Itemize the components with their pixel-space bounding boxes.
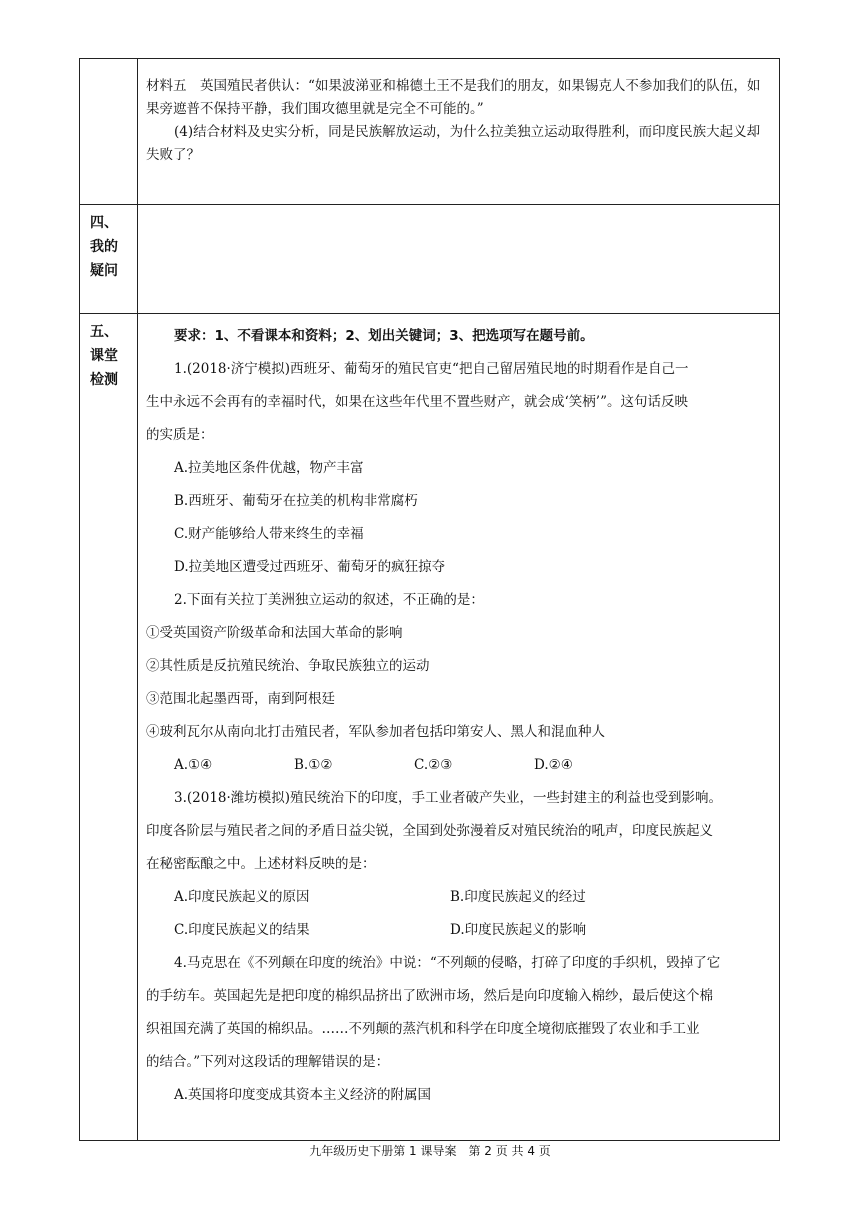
material-five: 材料五 英国殖民者供认：“如果波涕亚和棉德土王不是我们的朋友，如果锡克人不参加我们的队伍，如果旁遮普不保持平静，我们围攻德里就是完全不可能的。”: [146, 78, 761, 117]
q2-statement-3: ③范围北起墨西哥，南到阿根廷: [146, 691, 335, 707]
q1-option-c: C.财产能够给人带来终生的幸福: [174, 526, 364, 542]
q3-line-2: 印度各阶层与殖民者之间的矛盾日益尖锐，全国到处弥漫着反对殖民统治的吼声，印度民族起义: [146, 823, 713, 839]
q2-options: [146, 749, 765, 782]
q2-option-c: C.②③: [414, 757, 453, 773]
material-label-cell: [80, 59, 138, 204]
q2-statement-1: ①受英国资产阶级革命和法国大革命的影响: [146, 625, 403, 641]
q4-line-3: 织祖国充满了英国的棉织品。……不列颠的蒸汽机和科学在印度全境彻底摧毁了农业和手工业: [146, 1021, 700, 1037]
material-content-cell: [138, 59, 779, 204]
q4-option-a: A.英国将印度变成其资本主义经济的附属国: [174, 1087, 432, 1103]
q1-option-d: D.拉美地区遭受过西班牙、葡萄牙的疯狂掠夺: [174, 559, 446, 575]
q4-line-1: 4.马克思在《不列颠在印度的统治》中说：“不列颠的侵略，打碎了印度的手织机，毁掉了它: [174, 955, 721, 971]
q3-line-1: 3.(2018·潍坊模拟)殖民统治下的印度，手工业者破产失业，一些封建主的利益也受到影响。: [174, 790, 723, 806]
q2-statement-4: ④玻利瓦尔从南向北打击殖民者，军队参加者包括印第安人、黑人和混血种人: [146, 724, 605, 740]
material-row: [80, 59, 779, 204]
q1-line-3: 的实质是：: [146, 427, 214, 443]
q2-option-b: B.①②: [294, 757, 333, 773]
q1-line-2: 生中永远不会再有的幸福时代，如果在这些年代里不置些财产，就会成‘笑柄’”。这句话反映: [146, 394, 688, 410]
q1-option-a: A.拉美地区条件优越，物产丰富: [174, 460, 364, 476]
doubts-row: [80, 204, 779, 313]
test-content: [138, 314, 779, 1140]
q2-option-d: D.②④: [534, 757, 573, 773]
q3-option-c: C.印度民族起义的结果: [174, 922, 310, 938]
doubts-answer-area[interactable]: [138, 205, 779, 313]
question-4: (4)结合材料及史实分析，同是民族解放运动，为什么拉美独立运动取得胜利，而印度民族大起义却失败了？: [146, 124, 761, 163]
doubts-label: 四、 我的 疑问: [80, 205, 138, 313]
q3-option-d: D.印度民族起义的影响: [450, 922, 587, 938]
q2-stem: 2.下面有关拉丁美洲独立运动的叙述，不正确的是：: [174, 592, 484, 608]
worksheet-table: [79, 58, 780, 1141]
page-footer: 九年级历史下册第 1 课导案 第 2 页 共 4 页: [309, 1144, 551, 1158]
q4-line-4: 的结合。”下列对这段话的理解错误的是：: [146, 1054, 390, 1070]
q2-statement-2: ②其性质是反抗殖民统治、争取民族独立的运动: [146, 658, 430, 674]
q2-option-a: A.①④: [174, 757, 213, 773]
q3-line-3: 在秘密酝酿之中。上述材料反映的是：: [146, 856, 376, 872]
q1-line-1: 1.(2018·济宁模拟)西班牙、葡萄牙的殖民官吏“把自己留居殖民地的时期看作是自己一: [174, 361, 689, 377]
test-requirement: 要求：1、不看课本和资料；2、划出关键词；3、把选项写在题号前。: [174, 328, 594, 344]
q3-options-cd: [146, 914, 765, 947]
test-row: [80, 313, 779, 1140]
q3-options-ab: [146, 881, 765, 914]
test-label: 五、 课堂 检测: [80, 314, 138, 1140]
q1-option-b: B.西班牙、葡萄牙在拉美的机构非常腐朽: [174, 493, 418, 509]
q3-option-a: A.印度民族起义的原因: [174, 889, 310, 905]
q4-line-2: 的手纺车。英国起先是把印度的棉织品挤出了欧洲市场，然后是向印度输入棉纱，最后使这个棉: [146, 988, 713, 1004]
q3-option-b: B.印度民族起义的经过: [450, 889, 586, 905]
